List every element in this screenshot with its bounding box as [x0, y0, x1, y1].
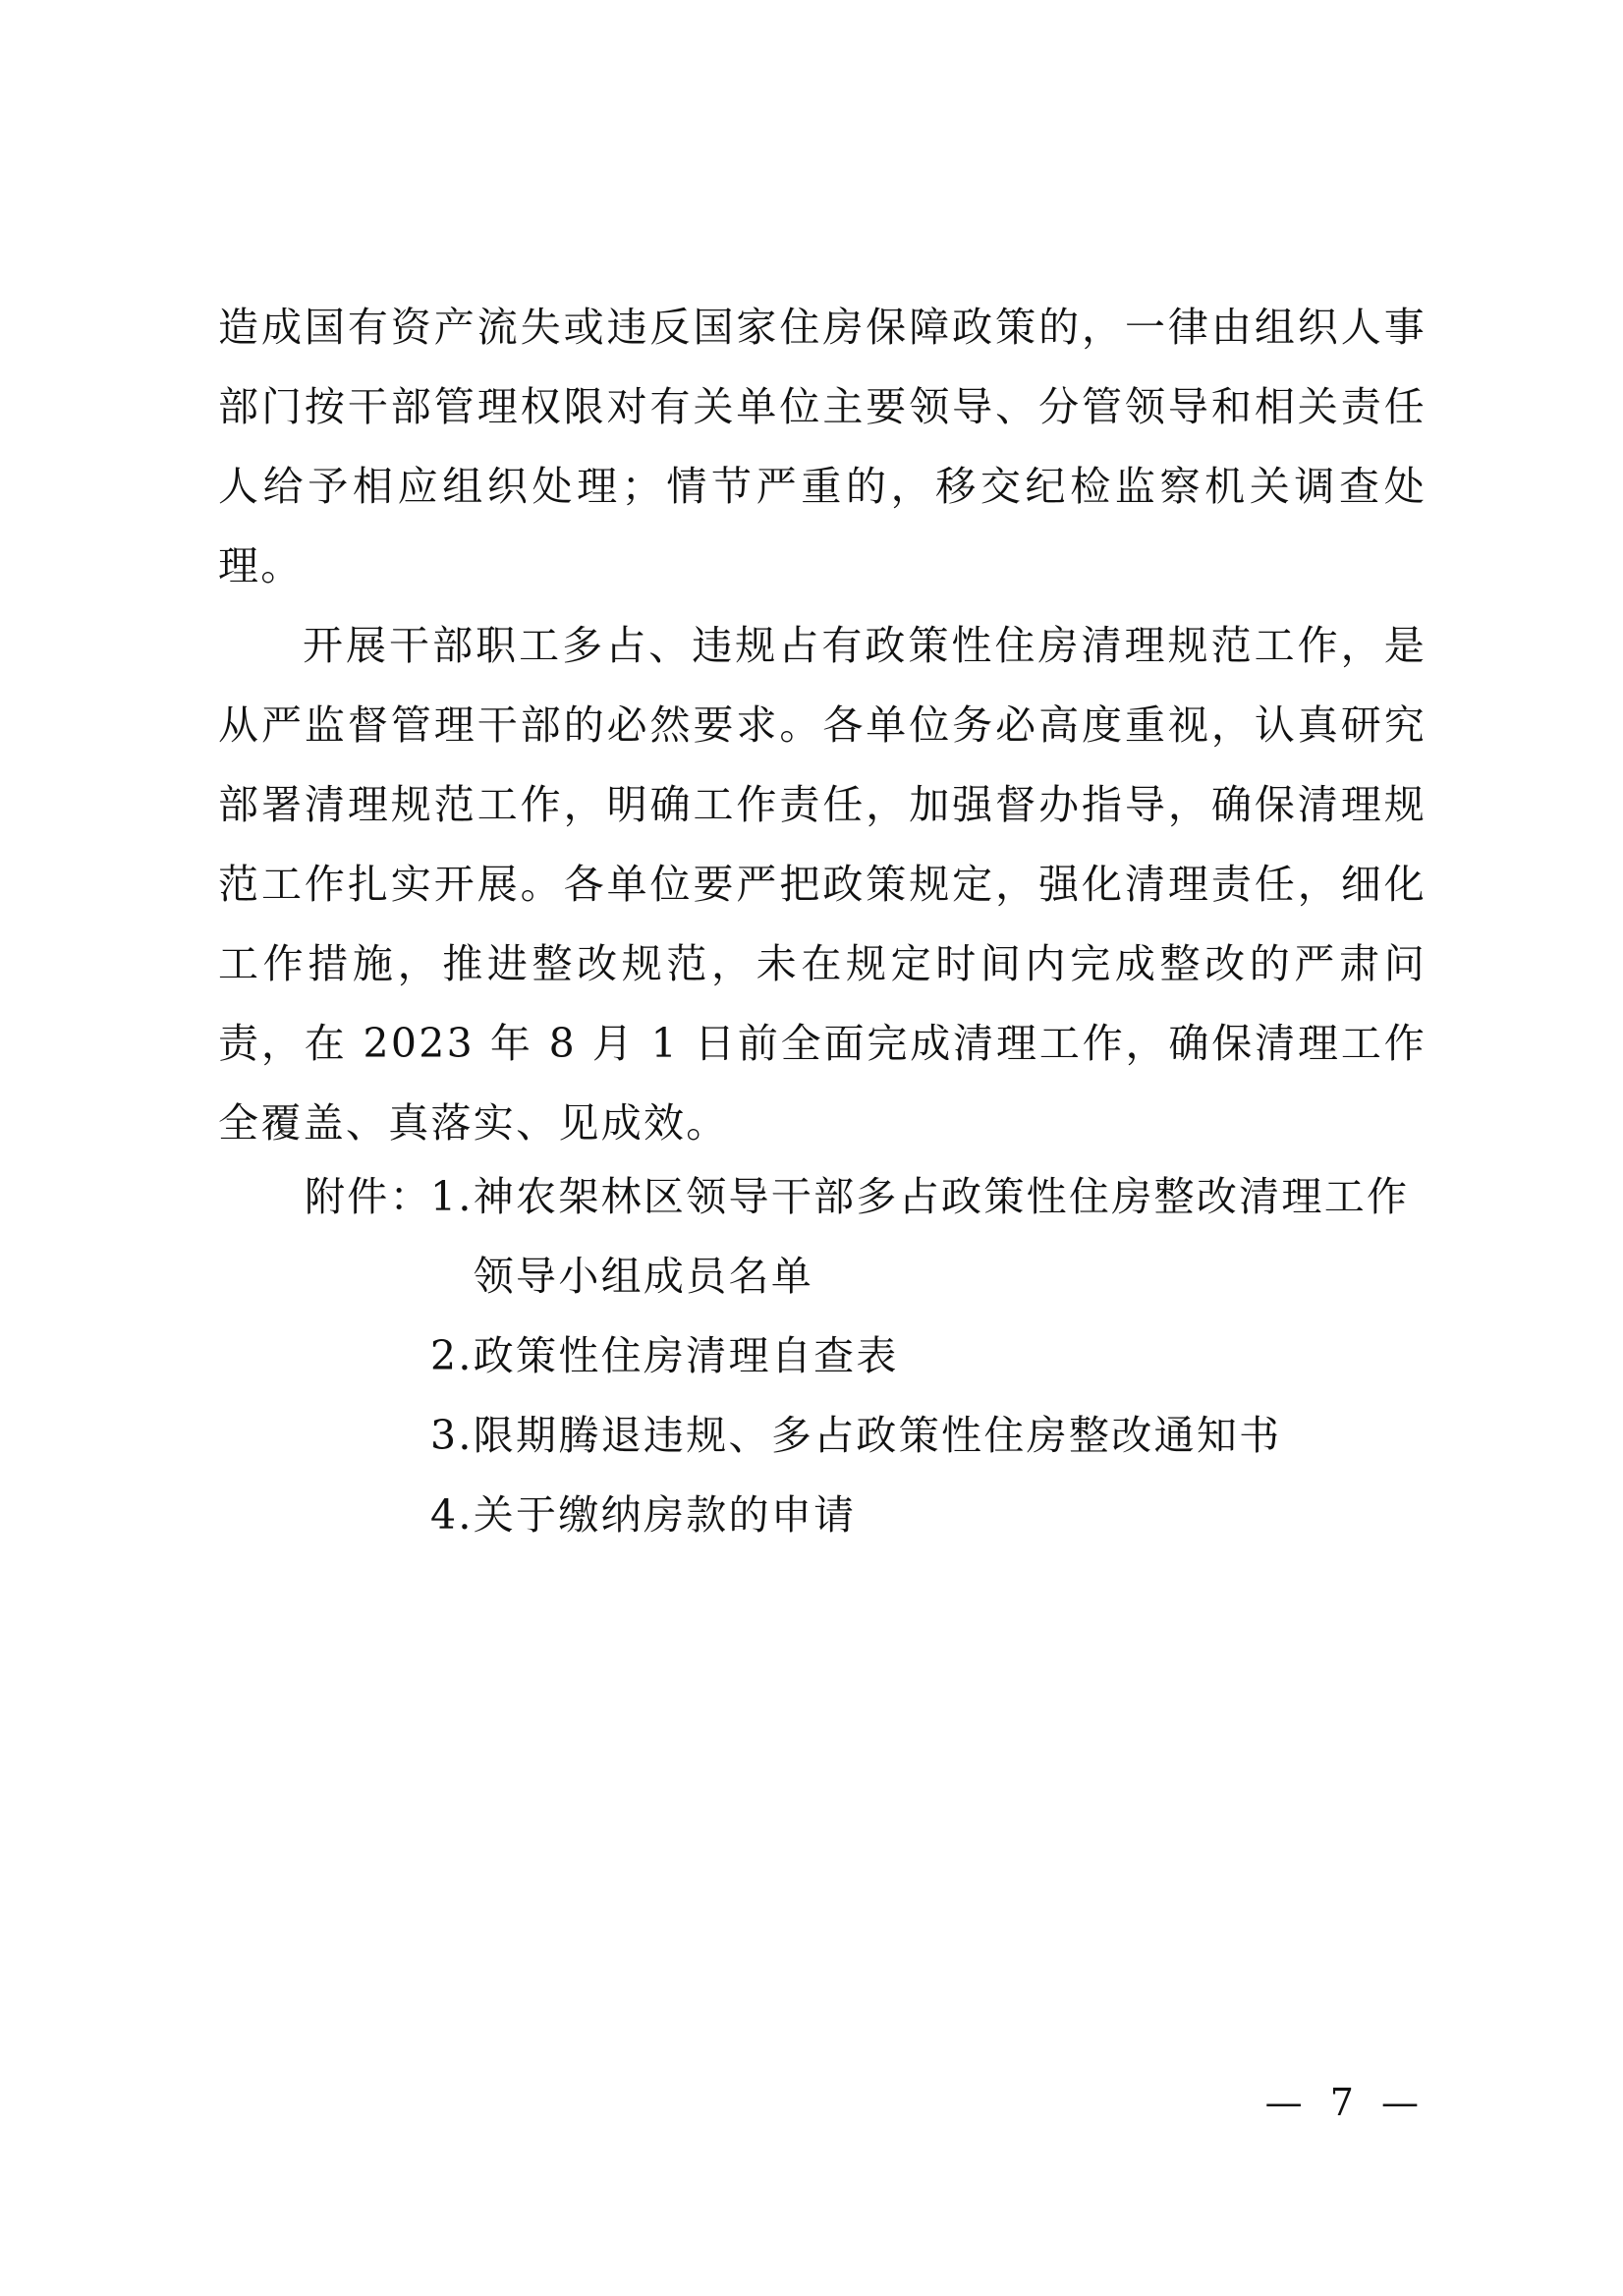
attachment-item [430, 1476, 1427, 1555]
attachment-number: 1. [430, 1173, 474, 1220]
attachment-item [430, 1316, 1427, 1396]
attachment-number: 4. [430, 1491, 474, 1539]
attachment-item [430, 1157, 1427, 1316]
attachment-number: 3. [430, 1412, 474, 1459]
attachment-item [430, 1396, 1427, 1476]
attachment-label: 附件： [305, 1173, 432, 1220]
attachment-title: 神农架林区领导干部多占政策性住房整改清理工作领导小组成员名单 [473, 1173, 1410, 1300]
attachment-list [305, 1157, 1427, 1555]
paragraph-continuation: 造成国有资产流失或违反国家住房保障政策的，一律由组织人事部门按干部管理权限对有关单位主要领导、分管领导和相关责任人给予相应组织处理；情节严重的，移交纪检监察机关调查处理。 [218, 304, 1427, 589]
attachment-title: 政策性住房清理自查表 [473, 1332, 899, 1379]
attachment-title: 关于缴纳房款的申请 [473, 1491, 857, 1539]
body-text [218, 288, 1427, 1163]
page-number: — 7 — [1264, 2081, 1427, 2124]
attachment-title: 限期腾退违规、多占政策性住房整改通知书 [473, 1412, 1282, 1459]
paragraph-cleanup-work: 开展干部职工多占、违规占有政策性住房清理规范工作，是从严监督管理干部的必然要求。各单位务必高度重视，认真研究部署清理规范工作，明确工作责任，加强督办指导，确保清理规范工作扎实开展。各单位要严把政策规定，强化清理责任，细化工作措施，推进整改规范，未在规定时间内完成整改的严肃问责，在 2023 年 8 月 1 日前全面完成清理工作，确保清理工作全覆盖、真落实、见成效。 [218, 622, 1427, 1147]
attachment-number: 2. [430, 1332, 474, 1379]
